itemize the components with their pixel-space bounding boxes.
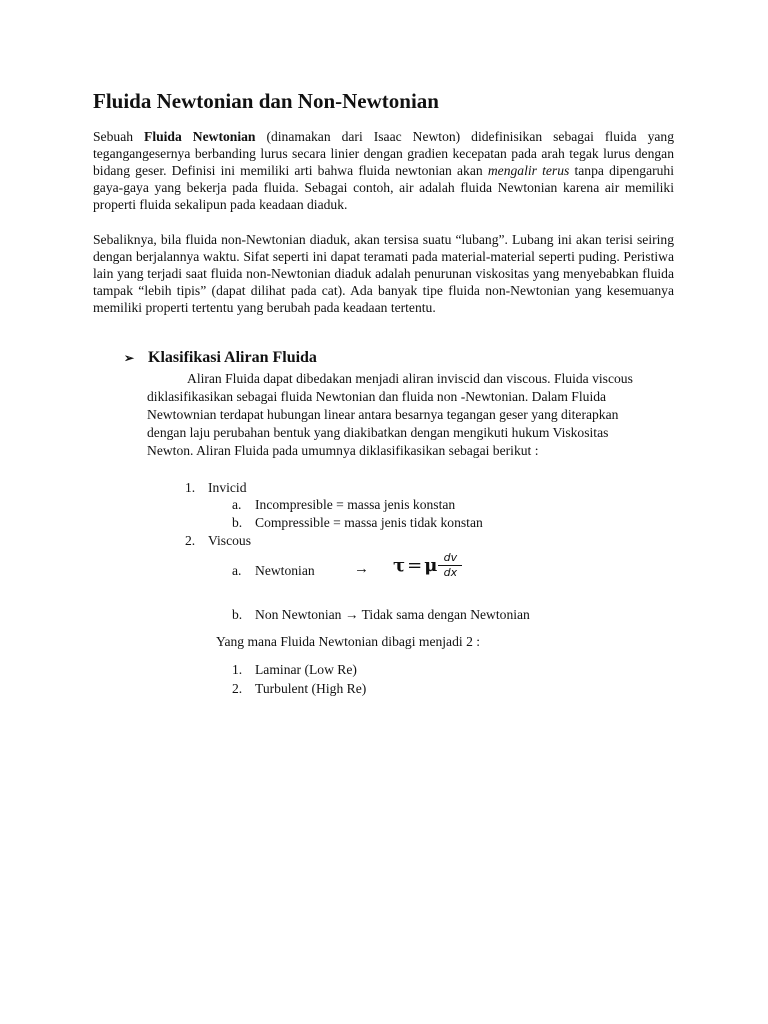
list-number: 1.: [232, 662, 243, 677]
list-number: b.: [232, 607, 243, 622]
arrow-icon: →: [354, 561, 369, 577]
list-label: Viscous: [208, 533, 251, 548]
derivative-fraction: [438, 552, 462, 579]
paragraph-non-newtonian: Sebaliknya, bila fluida non-Newtonian diaduk, akan tersisa suatu “lubang”. Lubang ini akan terisi seiring dengan berjalannya waktu. Sifat seperti ini dapat teramati pada material-material seperti puding. Peristiwa lain yang terjadi saat fluida non-Newtonian diaduk adalah penurunan viskositas yang menyebabkan fluida tampak “lebih tipis” (dapat dilihat pada cat). Ada banyak tipe fluida non-Newtonian yang kesemuanya memiliki properti tertentu yang berubah pada keadaan tertentu.: [93, 232, 674, 316]
list-item: [232, 562, 315, 579]
list-number: 2.: [232, 681, 243, 696]
fraction-numerator: dv: [443, 551, 458, 564]
fraction-denominator: dx: [443, 566, 458, 579]
list-label: Non Newtonian → Tidak sama dengan Newtonian: [255, 607, 530, 622]
section-heading-text: Klasifikasi Aliran Fluida: [148, 349, 317, 366]
bold-term: Fluida Newtonian: [144, 129, 256, 144]
list-number: 1.: [185, 480, 196, 495]
list-label: Laminar (Low Re): [255, 662, 357, 677]
list-item: [232, 606, 530, 623]
list-label: Turbulent (High Re): [255, 681, 367, 696]
paragraph-text: tanpa dipengaruhi gaya-gaya yang bekerja pada fluida. Sebagai contoh, air adalah fluida Newtonian karena air memiliki properti fluida sekalipun pada keadaan diaduk.: [93, 163, 675, 213]
list-number: b.: [232, 515, 243, 530]
list-item: [232, 680, 366, 697]
paragraph-text: (dinamakan dari Isaac Newton) didefinisikan sebagai fluida yang tegangangesernya berbanding lurus secara linier dengan gradien kecepatan pada arah tegak lurus dengan bidang geser. Definisi ini memiliki arti bahwa fluida newtonian akan: [93, 129, 675, 179]
paragraph-newtonian: [93, 128, 674, 213]
section-paragraph: [147, 370, 652, 460]
list-label: Newtonian: [255, 563, 315, 578]
list-number: a.: [232, 497, 242, 512]
list-item: [185, 532, 251, 549]
list-item: [232, 661, 357, 678]
list-item: [232, 496, 455, 513]
section-heading: [124, 348, 317, 368]
list-number: 2.: [185, 533, 196, 548]
list-label: Invicid: [208, 480, 247, 495]
list-item: [232, 514, 483, 531]
list-number: a.: [232, 563, 242, 578]
tau-symbol: τ: [393, 555, 406, 576]
section-paragraph-text: Aliran Fluida dapat dibedakan menjadi aliran inviscid dan viscous. Fluida viscous diklasifikasikan sebagai fluida Newtonian dan fluida non -Newtonian. Dalam Fluida Newtownian terdapat hubungan linear antara besarnya tegangan geser yang diterapkan dengan laju perubahan bentuk yang diakibatkan dengan mengikuti hukum Viskositas Newton. Aliran Fluida pada umumnya diklasifikasikan sebagai berikut :: [147, 371, 633, 458]
paragraph-text: Sebuah: [93, 129, 145, 144]
equals-sign: =: [407, 555, 423, 576]
arrow-bullet-icon: ➢: [124, 351, 135, 365]
page-title: Fluida Newtonian dan Non-Newtonian: [93, 89, 439, 113]
list-item: [185, 479, 247, 496]
mu-symbol: μ: [424, 555, 438, 576]
list-label: Incompresible = massa jenis konstan: [255, 497, 456, 512]
viscosity-formula: [393, 552, 462, 579]
list-label: Compressible = massa jenis tidak konstan: [255, 515, 483, 530]
italic-term: mengalir terus: [487, 163, 570, 179]
note-text: Yang mana Fluida Newtonian dibagi menjadi 2 :: [216, 634, 481, 649]
